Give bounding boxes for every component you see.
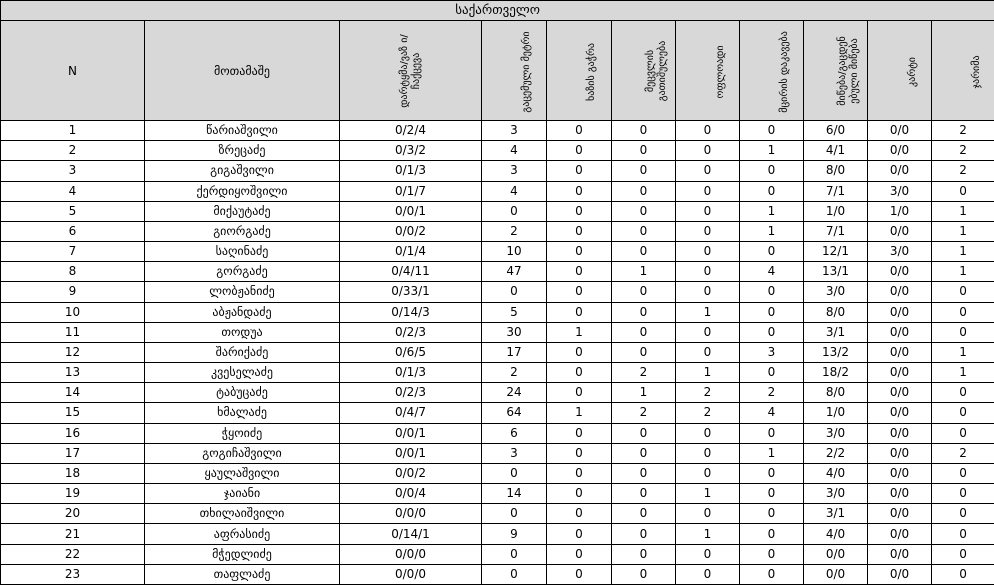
table-row — [1, 423, 994, 443]
table-row — [1, 544, 994, 564]
col-header-meters: გაცემული მეტრი — [482, 21, 547, 121]
cell-cards: 0/0 — [868, 363, 932, 383]
cell-cards: 0/0 — [868, 504, 932, 524]
cell-line-breaks: 0 — [547, 221, 612, 241]
cell-line-breaks: 0 — [547, 463, 612, 483]
cell-penalties: 0 — [932, 423, 994, 443]
cell-number: 13 — [1, 363, 145, 383]
cell-tackles: 0/0/0 — [340, 564, 482, 584]
cell-line-breaks: 0 — [547, 201, 612, 221]
cell-tackles: 0/0/1 — [340, 423, 482, 443]
cell-passes: 1/0 — [804, 403, 868, 423]
col-header-tackles-made: მცირის დაკავება — [740, 21, 804, 121]
cell-penalties: 0 — [932, 564, 994, 584]
cell-defenders-beaten: 0 — [612, 524, 676, 544]
table-row — [1, 504, 994, 524]
cell-defenders-beaten: 1 — [612, 383, 676, 403]
cell-cards: 0/0 — [868, 564, 932, 584]
cell-offloads: 2 — [676, 383, 740, 403]
table-row — [1, 302, 994, 322]
cell-defenders-beaten: 0 — [612, 121, 676, 141]
table-row — [1, 141, 994, 161]
cell-line-breaks: 0 — [547, 302, 612, 322]
cell-penalties: 0 — [932, 463, 994, 483]
cell-number: 1 — [1, 121, 145, 141]
cell-offloads: 1 — [676, 484, 740, 504]
cell-tackles: 0/0/1 — [340, 201, 482, 221]
cell-tackles-made: 0 — [740, 544, 804, 564]
cell-penalties: 1 — [932, 242, 994, 262]
cell-player: გოგიჩაშვილი — [145, 443, 340, 463]
cell-offloads: 0 — [676, 423, 740, 443]
cell-penalties: 0 — [932, 181, 994, 201]
cell-passes: 8/0 — [804, 302, 868, 322]
cell-line-breaks: 0 — [547, 121, 612, 141]
cell-cards: 3/0 — [868, 242, 932, 262]
cell-passes: 0/0 — [804, 564, 868, 584]
cell-penalties: 2 — [932, 141, 994, 161]
cell-number: 12 — [1, 342, 145, 362]
cell-line-breaks: 1 — [547, 322, 612, 342]
cell-passes: 3/0 — [804, 484, 868, 504]
cell-tackles-made: 0 — [740, 423, 804, 443]
cell-defenders-beaten: 0 — [612, 282, 676, 302]
cell-player: ზრეცაძე — [145, 141, 340, 161]
col-header-penalties: ჯარიმა — [932, 21, 994, 121]
cell-defenders-beaten: 0 — [612, 161, 676, 181]
cell-line-breaks: 0 — [547, 161, 612, 181]
cell-cards: 0/0 — [868, 383, 932, 403]
table-row — [1, 201, 994, 221]
cell-number: 21 — [1, 524, 145, 544]
cell-penalties: 0 — [932, 322, 994, 342]
cell-defenders-beaten: 0 — [612, 322, 676, 342]
cell-line-breaks: 0 — [547, 242, 612, 262]
cell-offloads: 0 — [676, 121, 740, 141]
cell-tackles: 0/0/0 — [340, 504, 482, 524]
cell-tackles-made: 1 — [740, 443, 804, 463]
cell-meters: 30 — [482, 322, 547, 342]
cell-defenders-beaten: 2 — [612, 403, 676, 423]
cell-number: 8 — [1, 262, 145, 282]
cell-defenders-beaten: 0 — [612, 342, 676, 362]
cell-meters: 2 — [482, 363, 547, 383]
cell-passes: 4/0 — [804, 524, 868, 544]
cell-tackles-made: 2 — [740, 383, 804, 403]
cell-tackles-made: 0 — [740, 322, 804, 342]
cell-tackles: 0/2/3 — [340, 322, 482, 342]
cell-cards: 1/0 — [868, 201, 932, 221]
col-header-cards: კარტი — [868, 21, 932, 121]
table-row — [1, 342, 994, 362]
cell-penalties: 1 — [932, 221, 994, 241]
cell-tackles-made: 0 — [740, 302, 804, 322]
cell-number: 5 — [1, 201, 145, 221]
cell-number: 4 — [1, 181, 145, 201]
cell-offloads: 0 — [676, 161, 740, 181]
cell-cards: 0/0 — [868, 484, 932, 504]
cell-tackles: 0/0/2 — [340, 221, 482, 241]
cell-number: 10 — [1, 302, 145, 322]
cell-defenders-beaten: 0 — [612, 463, 676, 483]
cell-defenders-beaten: 0 — [612, 423, 676, 443]
col-header-player: მოთამაშე — [145, 21, 340, 121]
cell-tackles: 0/2/3 — [340, 383, 482, 403]
cell-meters: 0 — [482, 463, 547, 483]
cell-tackles-made: 0 — [740, 564, 804, 584]
cell-line-breaks: 0 — [547, 141, 612, 161]
cell-meters: 9 — [482, 524, 547, 544]
cell-number: 9 — [1, 282, 145, 302]
cell-meters: 10 — [482, 242, 547, 262]
cell-passes: 3/0 — [804, 423, 868, 443]
cell-meters: 6 — [482, 423, 547, 443]
table-row — [1, 282, 994, 302]
cell-tackles: 0/4/7 — [340, 403, 482, 423]
cell-cards: 0/0 — [868, 322, 932, 342]
cell-number: 19 — [1, 484, 145, 504]
cell-line-breaks: 0 — [547, 342, 612, 362]
cell-player: ლობჟანიძე — [145, 282, 340, 302]
cell-cards: 0/0 — [868, 403, 932, 423]
cell-line-breaks: 0 — [547, 564, 612, 584]
cell-tackles: 0/2/4 — [340, 121, 482, 141]
cell-line-breaks: 0 — [547, 443, 612, 463]
cell-number: 7 — [1, 242, 145, 262]
cell-meters: 2 — [482, 221, 547, 241]
cell-penalties: 2 — [932, 161, 994, 181]
cell-tackles-made: 0 — [740, 242, 804, 262]
cell-tackles-made: 1 — [740, 141, 804, 161]
cell-tackles: 0/0/4 — [340, 484, 482, 504]
cell-offloads: 1 — [676, 302, 740, 322]
cell-cards: 0/0 — [868, 141, 932, 161]
cell-penalties: 1 — [932, 201, 994, 221]
cell-penalties: 2 — [932, 121, 994, 141]
cell-meters: 0 — [482, 564, 547, 584]
cell-tackles-made: 4 — [740, 403, 804, 423]
cell-offloads: 2 — [676, 403, 740, 423]
table-row — [1, 403, 994, 423]
cell-tackles: 0/1/3 — [340, 363, 482, 383]
cell-offloads: 1 — [676, 363, 740, 383]
cell-meters: 4 — [482, 141, 547, 161]
cell-meters: 17 — [482, 342, 547, 362]
table-row — [1, 262, 994, 282]
cell-number: 20 — [1, 504, 145, 524]
table-row — [1, 221, 994, 241]
cell-defenders-beaten: 1 — [612, 262, 676, 282]
cell-passes: 3/1 — [804, 322, 868, 342]
cell-penalties: 0 — [932, 302, 994, 322]
cell-penalties: 0 — [932, 403, 994, 423]
cell-passes: 3/0 — [804, 282, 868, 302]
cell-tackles-made: 0 — [740, 181, 804, 201]
cell-defenders-beaten: 0 — [612, 484, 676, 504]
cell-number: 22 — [1, 544, 145, 564]
cell-defenders-beaten: 0 — [612, 141, 676, 161]
cell-cards: 0/0 — [868, 221, 932, 241]
cell-passes: 6/0 — [804, 121, 868, 141]
cell-penalties: 1 — [932, 342, 994, 362]
cell-player: თაფლაძე — [145, 564, 340, 584]
cell-meters: 64 — [482, 403, 547, 423]
cell-defenders-beaten: 0 — [612, 242, 676, 262]
cell-offloads: 0 — [676, 221, 740, 241]
cell-number: 17 — [1, 443, 145, 463]
cell-line-breaks: 0 — [547, 423, 612, 443]
cell-cards: 0/0 — [868, 443, 932, 463]
cell-cards: 0/0 — [868, 121, 932, 141]
cell-player: წარიაშვილი — [145, 121, 340, 141]
cell-line-breaks: 0 — [547, 383, 612, 403]
cell-meters: 14 — [482, 484, 547, 504]
cell-meters: 4 — [482, 181, 547, 201]
cell-line-breaks: 0 — [547, 524, 612, 544]
cell-tackles-made: 1 — [740, 221, 804, 241]
cell-player: თხილაიშვილი — [145, 504, 340, 524]
header-row — [1, 21, 994, 121]
col-header-defenders-beaten: მეცვლის გათიშულება — [612, 21, 676, 121]
cell-tackles: 0/0/0 — [340, 544, 482, 564]
cell-player: საღინაძე — [145, 242, 340, 262]
cell-offloads: 0 — [676, 504, 740, 524]
cell-line-breaks: 0 — [547, 504, 612, 524]
cell-tackles-made: 0 — [740, 504, 804, 524]
cell-offloads: 0 — [676, 282, 740, 302]
cell-number: 2 — [1, 141, 145, 161]
cell-defenders-beaten: 0 — [612, 201, 676, 221]
cell-meters: 3 — [482, 121, 547, 141]
cell-player: აბჟანდაძე — [145, 302, 340, 322]
cell-number: 15 — [1, 403, 145, 423]
cell-defenders-beaten: 0 — [612, 564, 676, 584]
cell-tackles: 0/3/2 — [340, 141, 482, 161]
table-row — [1, 443, 994, 463]
cell-player: მჭედლიძე — [145, 544, 340, 564]
cell-defenders-beaten: 0 — [612, 544, 676, 564]
cell-defenders-beaten: 0 — [612, 221, 676, 241]
cell-cards: 0/0 — [868, 262, 932, 282]
cell-offloads: 1 — [676, 524, 740, 544]
cell-passes: 1/0 — [804, 201, 868, 221]
cell-tackles-made: 0 — [740, 463, 804, 483]
cell-cards: 0/0 — [868, 302, 932, 322]
cell-number: 16 — [1, 423, 145, 443]
cell-line-breaks: 0 — [547, 544, 612, 564]
cell-cards: 0/0 — [868, 463, 932, 483]
cell-cards: 0/0 — [868, 161, 932, 181]
cell-player: აფრასიძე — [145, 524, 340, 544]
cell-passes: 7/1 — [804, 221, 868, 241]
cell-number: 14 — [1, 383, 145, 403]
cell-offloads: 0 — [676, 564, 740, 584]
cell-meters: 24 — [482, 383, 547, 403]
cell-number: 23 — [1, 564, 145, 584]
table-title: საქართველო — [1, 1, 994, 21]
cell-player: ტაბუცაძე — [145, 383, 340, 403]
cell-meters: 47 — [482, 262, 547, 282]
cell-cards: 0/0 — [868, 282, 932, 302]
cell-penalties: 1 — [932, 262, 994, 282]
cell-meters: 0 — [482, 201, 547, 221]
cell-tackles-made: 4 — [740, 262, 804, 282]
cell-tackles-made: 0 — [740, 282, 804, 302]
cell-cards: 0/0 — [868, 524, 932, 544]
cell-tackles: 0/0/1 — [340, 443, 482, 463]
cell-offloads: 0 — [676, 181, 740, 201]
cell-offloads: 0 — [676, 322, 740, 342]
cell-tackles: 0/14/1 — [340, 524, 482, 544]
cell-passes: 2/2 — [804, 443, 868, 463]
cell-meters: 3 — [482, 443, 547, 463]
cell-offloads: 0 — [676, 443, 740, 463]
cell-line-breaks: 0 — [547, 181, 612, 201]
cell-tackles: 0/4/11 — [340, 262, 482, 282]
col-header-tackles: დარტყმა/ვაზ ი/ჩაქცევა — [340, 21, 482, 121]
cell-tackles: 0/1/3 — [340, 161, 482, 181]
cell-defenders-beaten: 0 — [612, 181, 676, 201]
cell-offloads: 0 — [676, 242, 740, 262]
cell-line-breaks: 0 — [547, 484, 612, 504]
cell-player: კვესელაძე — [145, 363, 340, 383]
col-header-number: N — [1, 21, 145, 121]
table-row — [1, 463, 994, 483]
cell-passes: 0/0 — [804, 544, 868, 564]
table-row — [1, 161, 994, 181]
cell-passes: 8/0 — [804, 161, 868, 181]
col-header-line-breaks: ხაზის გაჭრა — [547, 21, 612, 121]
cell-passes: 7/1 — [804, 181, 868, 201]
cell-line-breaks: 0 — [547, 282, 612, 302]
cell-player: გორგაძე — [145, 262, 340, 282]
cell-tackles: 0/33/1 — [340, 282, 482, 302]
table-row — [1, 363, 994, 383]
cell-line-breaks: 0 — [547, 262, 612, 282]
cell-player: ჭყოიძე — [145, 423, 340, 443]
cell-number: 3 — [1, 161, 145, 181]
cell-passes: 4/0 — [804, 463, 868, 483]
cell-cards: 0/0 — [868, 342, 932, 362]
cell-offloads: 0 — [676, 141, 740, 161]
cell-passes: 8/0 — [804, 383, 868, 403]
table-row — [1, 524, 994, 544]
cell-meters: 3 — [482, 161, 547, 181]
cell-passes: 3/1 — [804, 504, 868, 524]
cell-tackles: 0/6/5 — [340, 342, 482, 362]
cell-player: შარიქაძე — [145, 342, 340, 362]
cell-player: ყაულაშვილი — [145, 463, 340, 483]
cell-player: ქერდიყოშვილი — [145, 181, 340, 201]
cell-meters: 0 — [482, 544, 547, 564]
cell-penalties: 0 — [932, 504, 994, 524]
table-row — [1, 181, 994, 201]
table-row — [1, 322, 994, 342]
cell-passes: 12/1 — [804, 242, 868, 262]
cell-defenders-beaten: 0 — [612, 504, 676, 524]
cell-offloads: 0 — [676, 262, 740, 282]
cell-tackles-made: 0 — [740, 484, 804, 504]
col-header-offloads: ოფლოადი — [676, 21, 740, 121]
table-row — [1, 564, 994, 584]
cell-tackles-made: 0 — [740, 121, 804, 141]
cell-number: 6 — [1, 221, 145, 241]
cell-offloads: 0 — [676, 201, 740, 221]
cell-player: ჯაიანი — [145, 484, 340, 504]
cell-meters: 0 — [482, 504, 547, 524]
cell-penalties: 2 — [932, 443, 994, 463]
cell-tackles-made: 0 — [740, 161, 804, 181]
cell-meters: 0 — [482, 282, 547, 302]
cell-cards: 0/0 — [868, 423, 932, 443]
cell-line-breaks: 0 — [547, 363, 612, 383]
cell-penalties: 1 — [932, 363, 994, 383]
cell-meters: 5 — [482, 302, 547, 322]
cell-player: ხმალაძე — [145, 403, 340, 423]
cell-player: მიქაუტაძე — [145, 201, 340, 221]
cell-penalties: 0 — [932, 383, 994, 403]
cell-passes: 18/2 — [804, 363, 868, 383]
cell-passes: 13/2 — [804, 342, 868, 362]
cell-player: გიგაშვილი — [145, 161, 340, 181]
cell-offloads: 0 — [676, 544, 740, 564]
cell-defenders-beaten: 0 — [612, 302, 676, 322]
cell-offloads: 0 — [676, 463, 740, 483]
cell-tackles-made: 3 — [740, 342, 804, 362]
cell-player: გიორგაძე — [145, 221, 340, 241]
cell-passes: 13/1 — [804, 262, 868, 282]
cell-defenders-beaten: 2 — [612, 363, 676, 383]
cell-penalties: 0 — [932, 544, 994, 564]
cell-tackles: 0/14/3 — [340, 302, 482, 322]
col-header-passes: მიწება/გაცდენ ებული მიწება — [804, 21, 868, 121]
cell-offloads: 0 — [676, 342, 740, 362]
cell-tackles: 0/1/4 — [340, 242, 482, 262]
table-row — [1, 121, 994, 141]
cell-tackles-made: 0 — [740, 363, 804, 383]
table-row — [1, 383, 994, 403]
table-row — [1, 484, 994, 504]
cell-player: თოდუა — [145, 322, 340, 342]
cell-penalties: 0 — [932, 282, 994, 302]
table-row — [1, 242, 994, 262]
cell-tackles-made: 0 — [740, 524, 804, 544]
cell-tackles: 0/0/2 — [340, 463, 482, 483]
title-row — [1, 1, 994, 21]
cell-cards: 0/0 — [868, 544, 932, 564]
cell-passes: 4/1 — [804, 141, 868, 161]
cell-penalties: 0 — [932, 484, 994, 504]
cell-number: 18 — [1, 463, 145, 483]
cell-tackles-made: 1 — [740, 201, 804, 221]
cell-penalties: 0 — [932, 524, 994, 544]
cell-number: 11 — [1, 322, 145, 342]
cell-defenders-beaten: 0 — [612, 443, 676, 463]
cell-tackles: 0/1/7 — [340, 181, 482, 201]
cell-line-breaks: 1 — [547, 403, 612, 423]
cell-cards: 3/0 — [868, 181, 932, 201]
